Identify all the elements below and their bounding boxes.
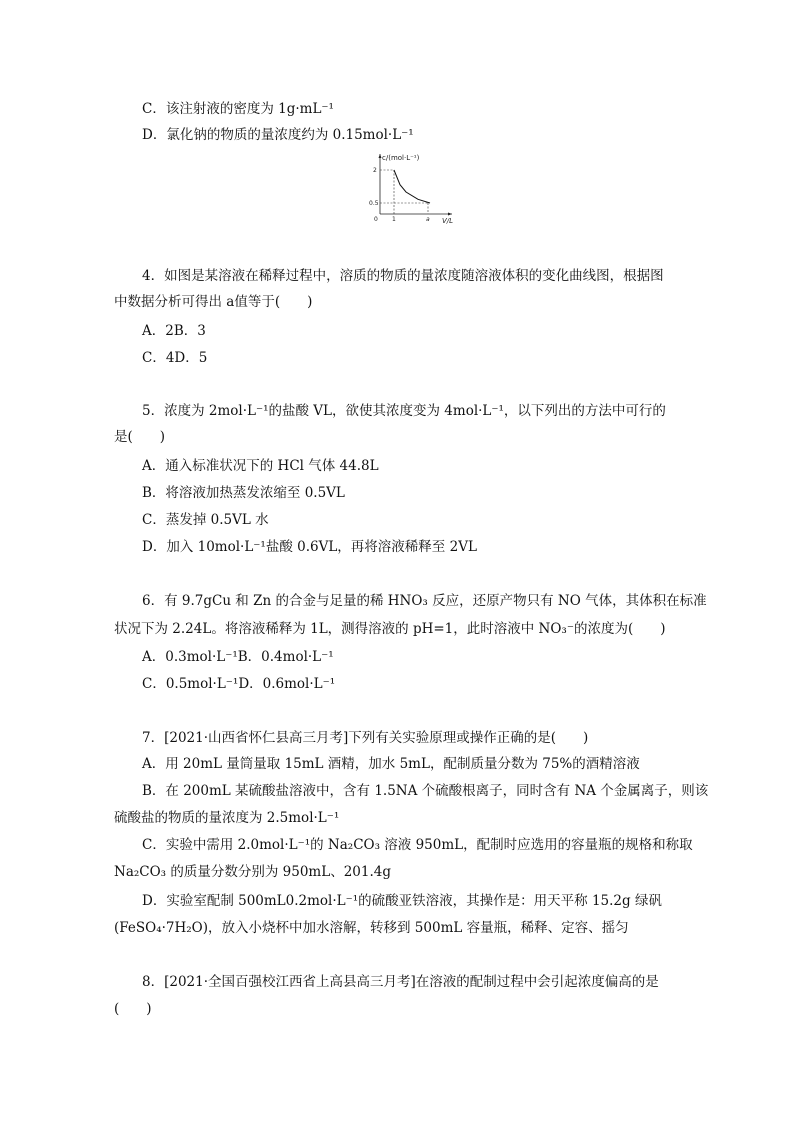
q6-stem-line2: 状况下为 2.24L。将溶液稀释为 1L，测得溶液的 pH=1，此时溶液中 NO₃⁻的浓度为( ) <box>114 621 666 637</box>
graph-ylabel: c/(mol·L⁻¹) <box>382 154 420 162</box>
q3-option-c: C．该注射液的密度为 1g·mL⁻¹ <box>142 101 334 117</box>
q4-stem-line2: 中数据分析可得出 a值等于( ) <box>114 294 313 310</box>
q7-stem: 7．[2021·山西省怀仁县高三月考]下列有关实验原理或操作正确的是( ) <box>142 730 589 746</box>
q7-option-d-line1: D．实验室配制 500mL0.2mol·L⁻¹的硫酸亚铁溶液，其操作是：用天平称 15.2g 绿矾 <box>142 893 662 909</box>
graph-origin: 0 <box>374 216 378 223</box>
graph-ytick-2: 2 <box>373 167 377 174</box>
q5-stem-line2: 是( ) <box>114 429 166 445</box>
q6-options-ab: A．0.3mol·L⁻¹B．0.4mol·L⁻¹ <box>142 649 334 665</box>
q7-option-a: A．用 20mL 量筒量取 15mL 酒精，加水 5mL，配制质量分数为 75%的酒精溶液 <box>142 756 640 772</box>
q5-stem-line1: 5．浓度为 2mol·L⁻¹的盐酸 VL，欲使其浓度变为 4mol·L⁻¹，以下列出的方法中可行的 <box>142 403 666 419</box>
graph-ytick-05: 0.5 <box>369 200 379 207</box>
q3-option-d: D．氯化钠的物质的量浓度约为 0.15mol·L⁻¹ <box>142 127 414 143</box>
q8-stem-line1: 8．[2021·全国百强校江西省上高县高三月考]在溶液的配制过程中会引起浓度偏高的是 <box>142 974 659 990</box>
graph-xtick-a: a <box>426 216 430 223</box>
q7-option-b-line1: B．在 200mL 某硫酸盐溶液中，含有 1.5NA 个硫酸根离子，同时含有 NA 个金属离子，则该 <box>142 783 709 799</box>
q5-option-d: D．加入 10mol·L⁻¹盐酸 0.6VL，再将溶液稀释至 2VL <box>142 539 477 555</box>
q7-option-d-line2: (FeSO₄·7H₂O)，放入小烧杯中加水溶解，转移到 500mL 容量瓶，稀释、定容、摇匀 <box>114 920 629 936</box>
concentration-volume-graph <box>362 148 462 228</box>
q4-options-cd: C．4D．5 <box>142 350 208 366</box>
graph-xlabel: V/L <box>442 217 454 225</box>
graph-xtick-1: 1 <box>392 216 396 223</box>
q4-options-ab: A．2B．3 <box>142 323 206 339</box>
q7-option-c-line2: Na₂CO₃ 的质量分数分别为 950mL、201.4g <box>114 864 391 880</box>
q6-options-cd: C．0.5mol·L⁻¹D．0.6mol·L⁻¹ <box>142 676 336 692</box>
q5-option-a: A．通入标准状况下的 HCl 气体 44.8L <box>142 458 379 474</box>
q6-stem-line1: 6．有 9.7gCu 和 Zn 的合金与足量的稀 HNO₃ 反应，还原产物只有 NO 气体，其体积在标准 <box>142 593 707 609</box>
q8-stem-line2: ( ) <box>114 1001 152 1017</box>
q7-option-c-line1: C．实验中需用 2.0mol·L⁻¹的 Na₂CO₃ 溶液 950mL，配制时应选用的容量瓶的规格和称取 <box>142 837 693 853</box>
q5-option-c: C．蒸发掉 0.5VL 水 <box>142 512 269 528</box>
concentration-curve <box>394 170 430 203</box>
q5-option-b: B．将溶液加热蒸发浓缩至 0.5VL <box>142 485 345 501</box>
q7-option-b-line2: 硫酸盐的物质的量浓度为 2.5mol·L⁻¹ <box>114 810 340 826</box>
x-axis-arrow <box>448 213 452 216</box>
q4-stem-line1: 4．如图是某溶液在稀释过程中，溶质的物质的量浓度随溶液体积的变化曲线图，根据图 <box>142 268 664 284</box>
